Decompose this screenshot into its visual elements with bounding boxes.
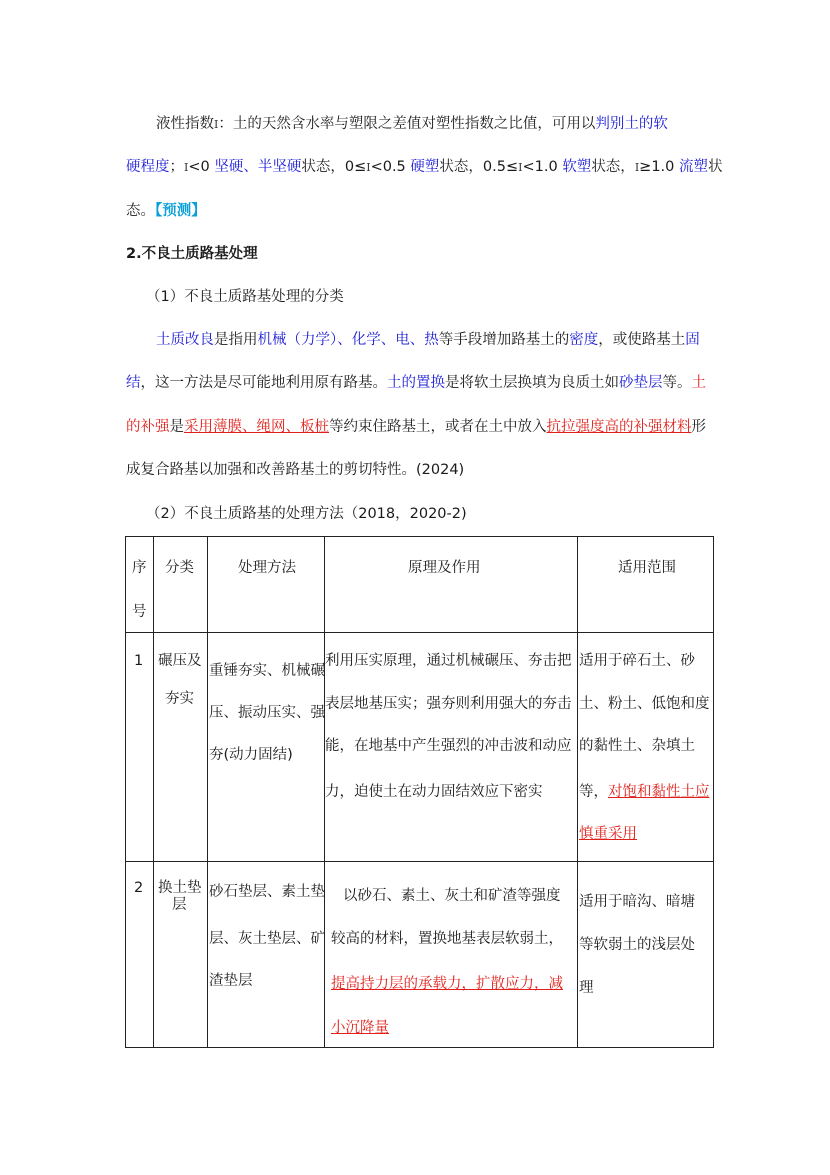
cell-text: 以砂石、素土、灰土和矿渣等强度 [343, 888, 561, 904]
text: 是将软土层换填为良质土如 [445, 375, 619, 391]
cell-seq [126, 633, 154, 862]
cell-text: 等软弱土的浅层处 [579, 937, 695, 953]
text: 液性指数 [156, 116, 214, 132]
para2-line1 [156, 330, 700, 350]
text: <0.5 [370, 159, 411, 175]
cell-text: 重锤夯实、机械碾 [209, 663, 325, 679]
table-row [126, 633, 714, 862]
cell-principle [325, 862, 578, 1048]
cell-text: 利用压实原理，通过机械碾压、夯击把 [325, 653, 572, 669]
highlight-text: 流塑 [679, 159, 708, 175]
cell-method [208, 862, 325, 1048]
cell-text: 2 [134, 880, 144, 896]
treatment-methods-table [125, 536, 714, 1048]
cell-scope [578, 862, 714, 1048]
highlight-text: 土质改良 [156, 332, 214, 348]
cell-principle [325, 633, 578, 862]
cell-text: 压、振动压实、强 [209, 705, 325, 721]
emphasis-text: 对饱和黏性土应 [608, 784, 710, 800]
cell-text: 表层地基压实；强夯则利用强大的夯击 [325, 696, 572, 712]
cell-text: 换土垫 [158, 880, 202, 896]
cell-text: 碾压及 [158, 653, 202, 669]
cell-text-line [579, 782, 710, 802]
highlight-text: 判别土的软 [595, 116, 668, 132]
cell-text: 夯(动力固结) [209, 747, 293, 763]
header-method [208, 537, 325, 633]
text: 状态，0≤ [301, 159, 367, 175]
text: 状态，0.5≤ [439, 159, 519, 175]
text: 等。 [662, 375, 692, 391]
para2-line2 [126, 373, 706, 393]
subsection-title-1: （1）不良土质路基处理的分类 [146, 289, 344, 305]
header-text: 分类 [165, 560, 194, 576]
table-row [126, 862, 714, 1048]
emphasis-text: 的补强 [126, 419, 170, 435]
text: 是指用 [214, 332, 258, 348]
para1-line3 [126, 201, 206, 221]
cell-text: 渣垫层 [209, 973, 253, 989]
text: 状态， [591, 159, 635, 175]
text: ； [169, 159, 184, 175]
cell-text: 适用于暗沟、暗塘 [579, 894, 695, 910]
header-text: 号 [132, 604, 147, 620]
subsection-title-2: （2）不良土质路基的处理方法（2018，2020-2) [146, 506, 467, 522]
highlight-text: 固 [685, 332, 700, 348]
text: ，或使路基土 [598, 332, 686, 348]
para2-line4: 成复合路基以加强和改善路基土的剪切特性。(2024) [126, 462, 465, 478]
subscript-symbol: I [518, 161, 523, 174]
emphasis-text: 小沉降量 [331, 1020, 389, 1036]
cell-method [208, 633, 325, 862]
cell-category [154, 862, 208, 1048]
emphasis-text: 提高持力层的承载力，扩散应力，减 [331, 976, 563, 992]
cell-text: 理 [579, 980, 594, 996]
cell-text: 适用于碎石土、砂 [579, 653, 695, 669]
para1-line1 [156, 114, 668, 135]
cell-category [154, 633, 208, 862]
para1-line2 [126, 157, 723, 178]
emphasis-text: 抗拉强度高的补强材料 [546, 419, 692, 435]
cell-text: 能，在地基中产生强烈的冲击波和动应 [325, 738, 572, 754]
highlight-text: 结 [126, 375, 141, 391]
prediction-tag: 【预测】 [155, 203, 206, 219]
text: 等手段增加路基土的 [438, 332, 570, 348]
header-category [154, 537, 208, 633]
highlight-text: 硬塑 [410, 159, 440, 175]
text: 状 [708, 159, 723, 175]
text: 形 [691, 419, 706, 435]
header-scope [578, 537, 714, 633]
cell-scope [578, 633, 714, 862]
text: <0 [188, 159, 215, 175]
cell-text: 土、粉土、低饱和度 [579, 696, 710, 712]
cell-text: 层、灰土垫层、矿 [209, 931, 325, 947]
highlight-text: 机械（力学）、化学、电、热 [257, 332, 439, 348]
header-text: 处理方法 [238, 560, 296, 576]
text: <1.0 [522, 159, 563, 175]
header-principle [325, 537, 578, 633]
emphasis-text: 土 [691, 375, 706, 391]
text: ≥1.0 [639, 159, 679, 175]
highlight-text: 软塑 [562, 159, 592, 175]
header-text: 序 [132, 560, 147, 576]
text: ：土的天然含水率与塑限之差值对塑性指数之比值，可用以 [218, 116, 596, 132]
emphasis-text: 慎重采用 [579, 826, 637, 842]
section-title: 2.不良土质路基处理 [126, 246, 258, 262]
subscript-symbol: I [634, 161, 640, 174]
subscript-symbol: I [184, 161, 189, 174]
subscript-symbol: I [214, 118, 219, 131]
cell-text: 较高的材料，置换地基表层软弱土， [331, 931, 563, 947]
text: 等约束住路基土，或者在土中放入 [329, 419, 547, 435]
header-text: 适用范围 [618, 560, 676, 576]
highlight-text: 坚硬、半坚硬 [214, 159, 302, 175]
highlight-text: 土的置换 [387, 375, 445, 391]
text: ，这一方法是尽可能地利用原有路基。 [140, 375, 387, 391]
cell-text: 夯实 [165, 691, 194, 707]
highlight-text: 密度 [569, 332, 599, 348]
table-header-row [126, 537, 714, 633]
para2-line3 [126, 417, 706, 437]
header-text: 原理及作用 [408, 560, 481, 576]
header-seq [126, 537, 154, 633]
cell-text: 层 [172, 897, 187, 913]
cell-text: 1 [134, 653, 144, 669]
cell-text: 力，迫使土在动力固结效应下密实 [325, 784, 543, 800]
emphasis-text: 采用薄膜、绳网、板桩 [184, 419, 329, 435]
cell-text: 砂石垫层、素土垫 [209, 884, 325, 900]
cell-text: 的黏性土、杂填土 [579, 738, 695, 754]
text: 态。 [126, 203, 155, 219]
subscript-symbol: I [366, 161, 371, 174]
cell-text: 等， [579, 784, 608, 800]
highlight-text: 硬程度 [126, 159, 170, 175]
cell-seq [126, 862, 154, 1048]
highlight-text: 砂垫层 [619, 375, 663, 391]
text: 是 [169, 419, 184, 435]
